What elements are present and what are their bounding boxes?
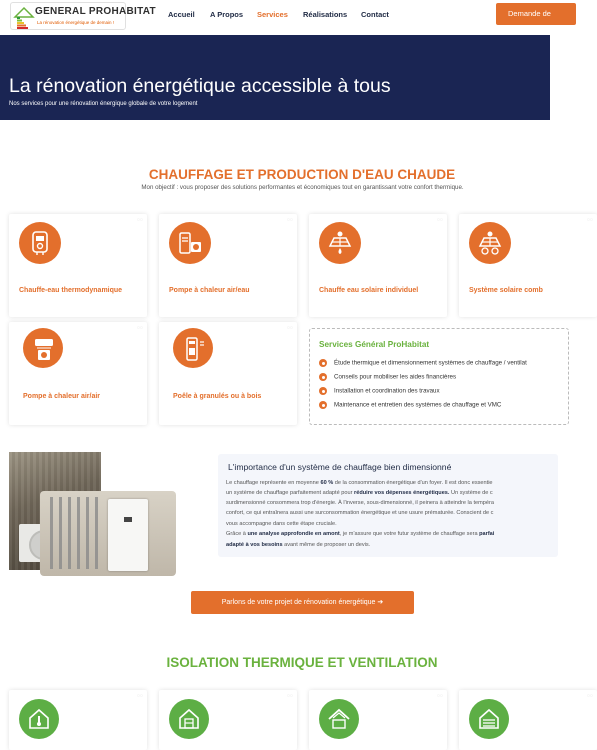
- bullet-icon: [319, 401, 327, 409]
- corner-mark-icon: ◌◌: [587, 217, 593, 223]
- insulation-card[interactable]: [159, 690, 297, 750]
- nav-item-a-propos[interactable]: A Propos: [210, 10, 244, 19]
- corner-mark-icon: ◌◌: [287, 217, 293, 223]
- corner-mark-icon: ◌◌: [287, 325, 293, 331]
- house-insulation-icon: [178, 707, 200, 731]
- site-header: [0, 0, 550, 35]
- icon-circle: [19, 222, 61, 264]
- importance-text-line: un système de chauffage parfaitement adapté pour réduire vos dépenses énergétiques. Un système de c: [226, 490, 493, 496]
- nav-item-accueil[interactable]: Accueil: [168, 10, 195, 19]
- service-card[interactable]: [159, 322, 297, 425]
- logo-tagline: La rénovation énergétique de demain !: [37, 20, 115, 25]
- insulation-card[interactable]: [459, 690, 597, 750]
- importance-text-line: surdimensionné consommera trop d'énergie. À l'inverse, sous-dimensionné, il peinera à atteindre la tempéra: [226, 500, 494, 506]
- importance-text-line: vous accompagne dans cette étape cruciale.: [226, 521, 337, 527]
- insulation-card[interactable]: [309, 690, 447, 750]
- logo-house-icon: [13, 5, 35, 29]
- heat-pump-icon: [178, 230, 202, 256]
- service-card[interactable]: [309, 214, 447, 317]
- nav-item-services[interactable]: Services: [257, 10, 288, 19]
- logo-title: GENERAL PROHABITAT: [35, 6, 156, 17]
- card-label: Système solaire comb: [469, 287, 543, 294]
- services-list-item: Conseils pour mobiliser les aides financières: [319, 373, 456, 381]
- corner-mark-icon: ◌◌: [137, 693, 143, 699]
- nav-item-contact[interactable]: Contact: [361, 10, 389, 19]
- card-label: Pompe à chaleur air/air: [23, 393, 101, 400]
- services-list-item: Étude thermique et dimensionnement systèmes de chauffage / ventilat: [319, 359, 527, 367]
- service-card[interactable]: [159, 214, 297, 317]
- icon-circle: [469, 699, 509, 739]
- water-heater-icon: [28, 230, 52, 256]
- card-label: Poêle à granulés ou à bois: [173, 393, 262, 400]
- bullet-icon: [319, 373, 327, 381]
- importance-text-line: Le chauffage représente en moyenne 60 % de la consommation énergétique d'un foyer. Il est donc essentie: [226, 480, 493, 486]
- icon-circle: [169, 699, 209, 739]
- insulation-section-title: ISOLATION THERMIQUE ET VENTILATION: [166, 655, 438, 670]
- corner-mark-icon: ◌◌: [137, 217, 143, 223]
- importance-text-line: confort, ce qui entraînera aussi une surconsommation énergétique et une usure prématurée. Conscient de c: [226, 510, 494, 516]
- bullet-icon: [319, 387, 327, 395]
- icon-circle: [19, 699, 59, 739]
- stove-icon: [182, 336, 206, 362]
- services-list-item: Installation et coordination des travaux: [319, 387, 440, 395]
- icon-circle: [469, 222, 511, 264]
- importance-info-box: [218, 454, 558, 557]
- services-list-box: [309, 328, 569, 425]
- air-pump-icon: [32, 336, 56, 362]
- corner-mark-icon: ◌◌: [437, 693, 443, 699]
- ventilation-icon: [478, 707, 500, 731]
- icon-circle: [23, 328, 63, 368]
- icon-circle: [173, 328, 213, 368]
- service-card[interactable]: [459, 214, 597, 317]
- card-label: Pompe à chaleur air/eau: [169, 287, 250, 294]
- card-label: Chauffe eau solaire individuel: [319, 287, 419, 294]
- hero-title: La rénovation énergétique accessible à tous: [9, 75, 391, 97]
- insulation-card[interactable]: [9, 690, 147, 750]
- heat-pump-indoor-photo: [40, 491, 176, 576]
- hero-subtitle: Nos services pour une rénovation énergique globale de votre logement: [9, 101, 198, 107]
- bullet-icon: [319, 359, 327, 367]
- card-label: Chauffe-eau thermodynamique: [19, 287, 123, 294]
- corner-mark-icon: ◌◌: [587, 693, 593, 699]
- logo[interactable]: [10, 2, 156, 30]
- corner-mark-icon: ◌◌: [287, 693, 293, 699]
- service-card[interactable]: [9, 322, 147, 425]
- importance-text-line: Grâce à une analyse approfondie en amont, je m'assure que votre futur système de chauffage sera parfai: [226, 531, 495, 537]
- corner-mark-icon: ◌◌: [437, 217, 443, 223]
- solar-combined-icon: [478, 230, 502, 256]
- project-contact-button[interactable]: Parlons de votre projet de rénovation énergétique ➔: [191, 591, 414, 614]
- icon-circle: [169, 222, 211, 264]
- house-thermometer-icon: [28, 707, 50, 731]
- corner-mark-icon: ◌◌: [137, 325, 143, 331]
- nav-item-realisations[interactable]: Réalisations: [303, 10, 348, 19]
- heating-section-subtitle: Mon objectif : vous proposer des solutions performantes et économiques tout en garantissant votre confort thermique.: [141, 184, 464, 191]
- services-list-title: Services Général ProHabitat: [319, 340, 430, 349]
- importance-text-line: adapté à vos besoins avant même de proposer un devis.: [226, 542, 371, 548]
- solar-water-icon: [328, 230, 352, 256]
- icon-circle: [319, 222, 361, 264]
- importance-title: L'importance d'un système de chauffage bien dimensionné: [228, 462, 452, 472]
- quote-request-button[interactable]: Demande de: [496, 3, 576, 25]
- heating-section-title: CHAUFFAGE ET PRODUCTION D'EAU CHAUDE: [148, 167, 456, 182]
- service-card[interactable]: [9, 214, 147, 317]
- roof-insulation-icon: [328, 707, 350, 731]
- icon-circle: [319, 699, 359, 739]
- hero-banner: [0, 35, 550, 120]
- services-list-item: Maintenance et entretien des systèmes de chauffage et VMC: [319, 401, 501, 409]
